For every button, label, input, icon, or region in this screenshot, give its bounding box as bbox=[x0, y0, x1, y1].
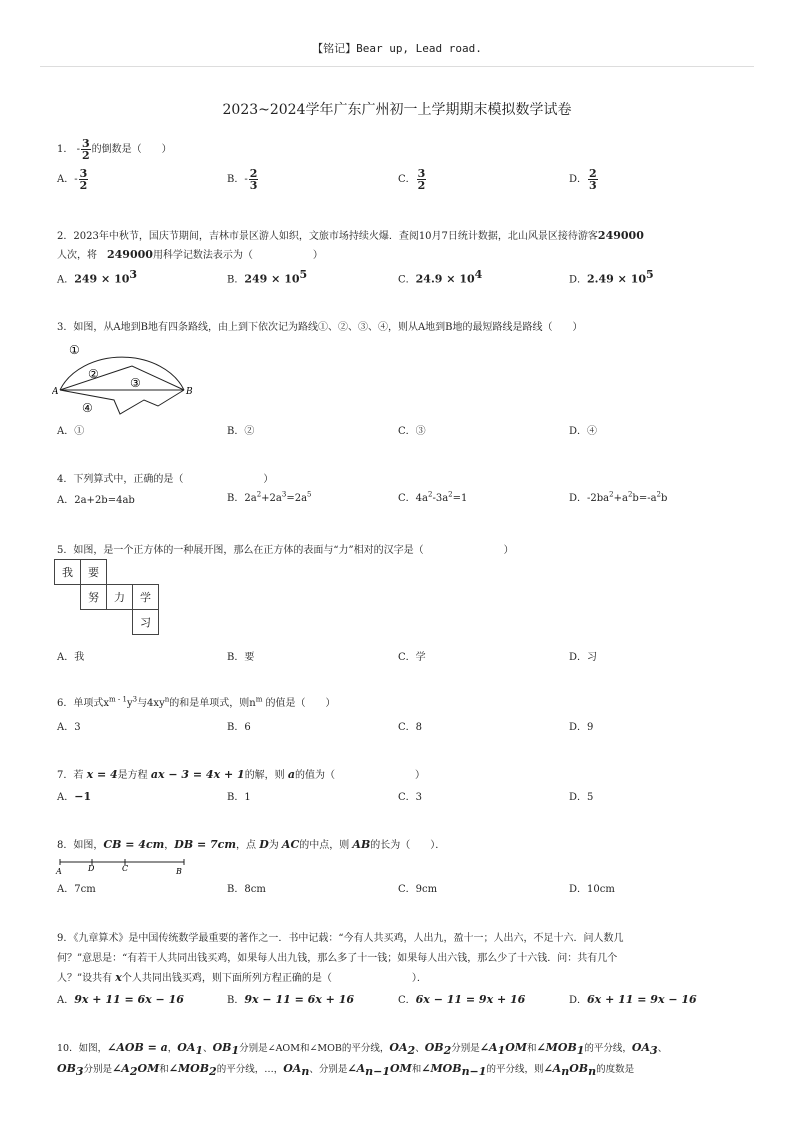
q1-option-d[interactable]: D． $\frac{2}{3}$ bbox=[569, 167, 597, 192]
q7-option-b[interactable]: B．1 bbox=[227, 792, 251, 803]
net-cell: 力 bbox=[107, 585, 133, 610]
question-stem: 2023年中秋节，国庆节期间，吉林市景区游人如织，文旅市场持续火爆．查阅10月7日统计数据，北山风景区接待游客 bbox=[73, 231, 598, 242]
point-b-label: B bbox=[186, 387, 193, 397]
q4-option-b[interactable]: B．$2a^2+2a^3=2a^5$ bbox=[227, 490, 312, 504]
cube-net bbox=[54, 559, 159, 635]
q3-option-a[interactable]: A．① bbox=[57, 426, 85, 437]
route-3-label: ③ bbox=[130, 376, 141, 390]
question-9-line3: 人？”设共有 x个人共同出钱买鸡，则下面所列方程正确的是（ ）． bbox=[57, 971, 427, 984]
net-cell: 努 bbox=[81, 585, 107, 610]
route-4-label: ④ bbox=[82, 401, 93, 415]
route-2-label: ② bbox=[88, 367, 99, 381]
question-number: 1． bbox=[57, 144, 74, 155]
q7-option-c[interactable]: C．3 bbox=[398, 792, 423, 803]
question-stem: 下列算式中，正确的是（ ） bbox=[73, 474, 274, 485]
route-4-line bbox=[60, 390, 184, 414]
q1-option-c[interactable]: C． $\frac{3}{2}$ bbox=[398, 167, 426, 192]
question-2: 2．2023年中秋节，国庆节期间，吉林市景区游人如织，文旅市场持续火爆．查阅10月7日统计数据，北山风景区接待游客249000 bbox=[57, 229, 644, 242]
q9-option-b[interactable]: B．9x − 11 = 6x + 16 bbox=[227, 993, 355, 1006]
q1-option-b[interactable]: B．- $\frac{2}{3}$ bbox=[227, 167, 258, 192]
q5-option-c[interactable]: C．学 bbox=[398, 652, 426, 663]
question-stem: 如图，从A地到B地有四条路线，由上到下依次记为路线①、②、③、④，则从A地到B地的最短路线是路线（ ） bbox=[73, 322, 583, 333]
point-c-label: C bbox=[122, 864, 129, 873]
q2-option-a[interactable]: A．$249 \times 10^3$ bbox=[57, 268, 138, 286]
q5-option-b[interactable]: B．要 bbox=[227, 652, 255, 663]
question-3: 3．如图，从A地到B地有四条路线，由上到下依次记为路线①、②、③、④，则从A地到B地的最短路线是路线（ ） bbox=[57, 322, 583, 333]
q6-option-c[interactable]: C．8 bbox=[398, 722, 423, 733]
q2-option-d[interactable]: D．$2.49 \times 10^5$ bbox=[569, 268, 654, 286]
minus-sign: - bbox=[76, 144, 80, 155]
q3-option-b[interactable]: B．② bbox=[227, 426, 255, 437]
q8-option-c[interactable]: C．9cm bbox=[398, 884, 438, 895]
question-8: 8．如图，CB = 4cm，DB = 7cm，点 D为 AC的中点，则 AB的长为（ ）． bbox=[57, 838, 446, 851]
net-cell: 我 bbox=[55, 560, 81, 585]
point-a-label: A bbox=[56, 867, 62, 876]
q8-option-a[interactable]: A．7cm bbox=[57, 884, 96, 895]
route-diagram bbox=[52, 336, 202, 418]
q1-option-a[interactable]: A．- $\frac{3}{2}$ bbox=[57, 167, 88, 192]
q8-option-b[interactable]: B．8cm bbox=[227, 884, 266, 895]
page-title: 2023~2024学年广东广州初一上学期期末模拟数学试卷 bbox=[222, 102, 572, 118]
q5-option-d[interactable]: D．习 bbox=[569, 652, 598, 663]
question-10: 10．如图，∠AOB = a，$OA_1$、$OB_1$分别是∠AOM和∠MOB的平分线，$OA_2$、$OB_2$分别是$\angle A_1OM$和$\angle MOB_1$的平分线，$OA_3$、 bbox=[57, 1041, 668, 1057]
net-cell: 要 bbox=[81, 560, 107, 585]
q6-option-a[interactable]: A．3 bbox=[57, 722, 81, 733]
q3-option-d[interactable]: D．④ bbox=[569, 426, 598, 437]
q4-option-a[interactable]: A．2a+2b=4ab bbox=[57, 495, 135, 506]
question-10-line2: $OB_3$分别是$\angle A_2OM$和$\angle MOB_2$的平分线，…，$OA_n$、分别是$\angle A_{n-1}OM$和$\angle MOB_{n-1}$的平分线，则$\angle A_nOB_n$的度数是 bbox=[57, 1062, 635, 1078]
question-4: 4．下列算式中，正确的是（ ） bbox=[57, 474, 274, 485]
q7-option-a[interactable]: A．−1 bbox=[57, 790, 92, 803]
page-header: 【铭记】Bear up, Lead road. bbox=[312, 42, 482, 55]
q9-option-c[interactable]: C．6x − 11 = 9x + 16 bbox=[398, 993, 526, 1006]
question-7: 7．若 x = 4是方程 ax − 3 = 4x + 1的解，则 a的值为（ ） bbox=[57, 768, 426, 781]
question-2-line2: 人次，将 249000用科学记数法表示为（ ） bbox=[57, 248, 323, 261]
question-9: 9．《九章算术》是中国传统数学最重要的著作之一．书中记载：“今有人共买鸡，人出九，盈十一；人出六，不足十六．问人数几 bbox=[57, 933, 624, 944]
point-d-label: D bbox=[88, 864, 95, 873]
question-stem: 如图，是一个正方体的一种展开图，那么在正方体的表面与“力”相对的汉字是（ ） bbox=[73, 545, 514, 556]
q7-option-d[interactable]: D．5 bbox=[569, 792, 594, 803]
q6-option-d[interactable]: D．9 bbox=[569, 722, 594, 733]
fraction: $\frac{3}{2}$ bbox=[81, 137, 90, 162]
question-stem: 的倒数是（ ） bbox=[91, 144, 172, 155]
question-5: 5．如图，是一个正方体的一种展开图，那么在正方体的表面与“力”相对的汉字是（ ） bbox=[57, 545, 514, 556]
question-9-line2: 何？”意思是：“有若干人共同出钱买鸡，如果每人出九钱，那么多了十一钱；如果每人出六钱，那么少了十六钱．问：共有几个 bbox=[57, 953, 618, 964]
route-1-arc bbox=[60, 357, 184, 390]
route-1-label: ① bbox=[69, 343, 80, 357]
q9-option-a[interactable]: A．9x + 11 = 6x − 16 bbox=[57, 993, 184, 1006]
q2-option-b[interactable]: B．$249 \times 10^5$ bbox=[227, 268, 308, 286]
question-6: 6．单项式$x^{m - 1}y^3$与$4xy^n$的和是单项式，则$n^m$ 的值是（ ） bbox=[57, 695, 336, 709]
net-cell: 学 bbox=[133, 585, 159, 610]
q6-option-b[interactable]: B．6 bbox=[227, 722, 251, 733]
header-divider bbox=[40, 66, 754, 67]
point-b-label: B bbox=[176, 867, 182, 876]
point-a-label: A bbox=[52, 387, 59, 397]
segment-diagram bbox=[52, 852, 192, 876]
q8-option-d[interactable]: D．10cm bbox=[569, 884, 615, 895]
net-cell: 习 bbox=[133, 610, 159, 635]
q9-option-d[interactable]: D．6x + 11 = 9x − 16 bbox=[569, 993, 697, 1006]
q4-option-c[interactable]: C．$4a^2-3a^2=1$ bbox=[398, 490, 468, 504]
q2-option-c[interactable]: C．$24.9 \times 10^4$ bbox=[398, 268, 483, 286]
question-1 bbox=[57, 138, 172, 161]
q5-option-a[interactable]: A．我 bbox=[57, 652, 85, 663]
q4-option-d[interactable]: D．$-2ba^2+a^2b=-a^2b$ bbox=[569, 490, 668, 504]
q3-option-c[interactable]: C．③ bbox=[398, 426, 426, 437]
